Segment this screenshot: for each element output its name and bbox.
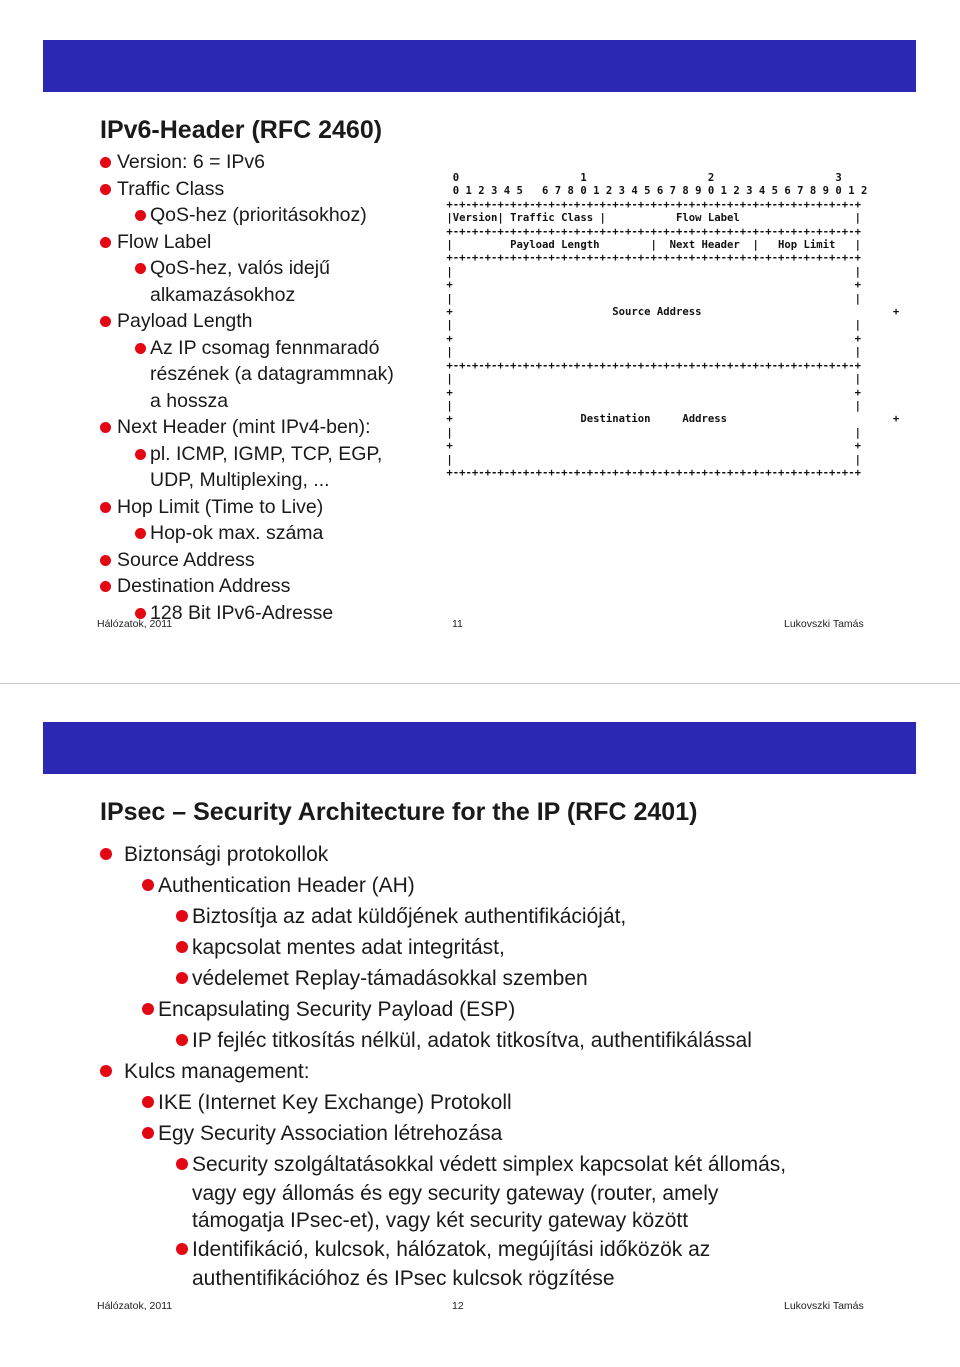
diagram-line: +-+-+-+-+-+-+-+-+-+-+-+-+-+-+-+-+-+-+-+-+-+-+-+-+-+-+-+-+-+-+-+-+ — [440, 198, 861, 211]
diagram-line: | | — [440, 292, 861, 305]
bullet-item — [100, 361, 394, 388]
bullet-item — [100, 573, 394, 600]
diagram-line: |Version| Traffic Class | Flow Label | — [440, 212, 861, 225]
bullet-text: Kulcs management: — [124, 1060, 310, 1083]
bullet-text: Source Address — [117, 548, 255, 571]
diagram-line: + Source Address + — [440, 306, 900, 319]
diagram-line: +-+-+-+-+-+-+-+-+-+-+-+-+-+-+-+-+-+-+-+-+-+-+-+-+-+-+-+-+-+-+-+-+ — [440, 466, 861, 479]
slide1-header-bar — [43, 40, 916, 92]
bullet-item — [100, 335, 394, 362]
bullet-item — [100, 870, 786, 901]
diagram-line: + + — [440, 279, 861, 292]
bullet-dot-icon — [142, 879, 154, 891]
ipv6-header-diagram — [440, 172, 899, 480]
bullet-text: Biztonsági protokollok — [124, 843, 329, 866]
bullet-dot-icon — [176, 1243, 188, 1255]
bullet-item — [100, 308, 394, 335]
bullet-item — [100, 255, 394, 282]
slide-divider — [0, 683, 960, 684]
bullet-text: IP fejléc titkosítás nélkül, adatok titkosítva, authentifikálással — [192, 1029, 752, 1052]
diagram-line: | | — [440, 319, 861, 332]
slide1-footer-right: Lukovszki Tamás — [784, 618, 864, 630]
bullet-item — [100, 1118, 786, 1149]
slide2-header-bar — [43, 722, 916, 774]
bullet-dot-icon — [100, 848, 112, 860]
slide1-footer-left: Hálózatok, 2011 — [97, 618, 173, 630]
bullet-item — [100, 388, 394, 415]
bullet-text: alkamazásokhoz — [150, 283, 296, 306]
bullet-text: Next Header (mint IPv4-ben): — [117, 416, 371, 438]
bullet-text: Authentication Header (AH) — [158, 874, 415, 897]
bullet-dot-icon — [100, 555, 111, 566]
bullet-text: Az IP csomag fennmaradó — [150, 336, 380, 359]
bullet-text: Version: 6 = IPv6 — [117, 151, 265, 173]
diagram-line: | | — [440, 265, 861, 278]
diagram-line: 0 1 2 3 — [440, 172, 842, 184]
bullet-item — [100, 1180, 786, 1207]
diagram-line: + + — [440, 332, 861, 345]
bullet-text: Security szolgáltatásokkal védett simplex kapcsolat két állomás, — [192, 1153, 787, 1176]
bullet-item — [100, 901, 786, 932]
slide2-footer-left: Hálózatok, 2011 — [97, 1300, 173, 1312]
slide2-title: IPsec – Security Architecture for the IP (RFC 2401) — [100, 798, 698, 826]
bullet-item — [100, 441, 394, 468]
bullet-text: támogatja IPsec-et), vagy két security gateway között — [192, 1209, 689, 1232]
bullet-dot-icon — [176, 910, 188, 922]
diagram-line: | Payload Length | Next Header | Hop Limit | — [440, 239, 861, 252]
bullet-item — [100, 963, 786, 994]
bullet-item — [100, 1025, 786, 1056]
bullet-text: pl. ICMP, IGMP, TCP, EGP, — [150, 442, 383, 465]
bullet-item — [100, 839, 786, 870]
bullet-text: a hossza — [150, 389, 229, 412]
bullet-item — [100, 229, 394, 256]
bullet-text: Hop-ok max. száma — [150, 522, 324, 544]
diagram-line: +-+-+-+-+-+-+-+-+-+-+-+-+-+-+-+-+-+-+-+-+-+-+-+-+-+-+-+-+-+-+-+-+ — [440, 252, 861, 265]
diagram-line: +-+-+-+-+-+-+-+-+-+-+-+-+-+-+-+-+-+-+-+-+-+-+-+-+-+-+-+-+-+-+-+-+ — [440, 359, 861, 372]
diagram-line: + + — [440, 440, 861, 453]
bullet-dot-icon — [100, 581, 111, 592]
bullet-dot-icon — [176, 972, 188, 984]
bullet-item — [100, 1234, 786, 1265]
bullet-text: UDP, Multiplexing, ... — [150, 469, 330, 491]
bullet-item — [100, 1207, 786, 1234]
bullet-item — [100, 932, 786, 963]
diagram-line: | | — [440, 453, 861, 466]
slide2-bullet-list — [100, 839, 786, 1292]
bullet-item — [100, 994, 786, 1025]
diagram-line: +-+-+-+-+-+-+-+-+-+-+-+-+-+-+-+-+-+-+-+-+-+-+-+-+-+-+-+-+-+-+-+-+ — [440, 225, 861, 238]
slide2-footer-right: Lukovszki Tamás — [784, 1300, 864, 1312]
bullet-item — [100, 520, 394, 547]
bullet-dot-icon — [142, 1003, 154, 1015]
bullet-item — [100, 1149, 786, 1180]
bullet-dot-icon — [100, 184, 111, 195]
slide1-bullet-list — [100, 149, 394, 626]
diagram-line: | | — [440, 373, 861, 386]
bullet-text: Payload Length — [117, 310, 253, 332]
bullet-item — [100, 282, 394, 309]
bullet-dot-icon — [135, 449, 146, 460]
bullet-text: QoS-hez, valós idejű — [150, 257, 330, 279]
bullet-dot-icon — [135, 343, 146, 354]
bullet-text: részének (a datagrammnak) — [150, 363, 394, 385]
bullet-text: kapcsolat mentes adat integritást, — [192, 936, 505, 959]
bullet-text: védelemet Replay-támadásokkal szemben — [192, 967, 588, 990]
bullet-text: Biztosítja az adat küldőjének authentifikációját, — [192, 905, 627, 928]
bullet-dot-icon — [100, 422, 111, 433]
bullet-text: Hop Limit (Time to Live) — [117, 495, 324, 518]
slide2-page-number: 12 — [452, 1300, 464, 1312]
bullet-text: QoS-hez (prioritásokhoz) — [150, 204, 367, 226]
bullet-text: vagy egy állomás és egy security gateway (router, amely — [192, 1182, 719, 1205]
bullet-dot-icon — [176, 1034, 188, 1046]
bullet-text: Flow Label — [117, 230, 212, 253]
bullet-dot-icon — [142, 1127, 154, 1139]
bullet-item — [100, 1087, 786, 1118]
bullet-item — [100, 176, 394, 203]
bullet-text: Destination Address — [117, 575, 291, 597]
bullet-item — [100, 202, 394, 229]
bullet-dot-icon — [176, 1158, 188, 1170]
bullet-dot-icon — [100, 157, 111, 168]
diagram-line: + Destination Address + — [440, 413, 900, 426]
bullet-dot-icon — [142, 1096, 154, 1108]
bullet-item — [100, 1056, 786, 1087]
bullet-text: Encapsulating Security Payload (ESP) — [158, 998, 516, 1021]
bullet-item — [100, 414, 394, 441]
bullet-item — [100, 149, 394, 176]
slide1-title: IPv6-Header (RFC 2460) — [100, 116, 383, 144]
bullet-dot-icon — [100, 1065, 112, 1077]
bullet-item — [100, 1265, 786, 1292]
diagram-line: | | — [440, 426, 861, 439]
bullet-dot-icon — [135, 210, 146, 221]
diagram-line: + + — [440, 386, 861, 399]
bullet-dot-icon — [135, 263, 146, 274]
bullet-text: Egy Security Association létrehozása — [158, 1122, 503, 1145]
bullet-dot-icon — [135, 528, 146, 539]
bullet-dot-icon — [135, 608, 146, 619]
bullet-text: Traffic Class — [117, 177, 225, 200]
bullet-dot-icon — [100, 502, 111, 513]
diagram-line: | | — [440, 399, 861, 412]
bullet-dot-icon — [100, 237, 111, 248]
bullet-dot-icon — [100, 316, 111, 327]
bullet-item — [100, 494, 394, 521]
bullet-text: IKE (Internet Key Exchange) Protokoll — [158, 1091, 512, 1114]
slide1-page-number: 11 — [452, 618, 463, 630]
bullet-text: 128 Bit IPv6-Adresse — [150, 601, 334, 624]
diagram-line: 0 1 2 3 4 5 6 7 8 0 1 2 3 4 5 6 7 8 9 0 1 2 3 4 5 6 7 8 9 0 1 2 — [440, 185, 868, 198]
bullet-dot-icon — [176, 941, 188, 953]
diagram-line: | | — [440, 346, 861, 359]
bullet-item — [100, 547, 394, 574]
bullet-item — [100, 467, 394, 494]
bullet-text: authentifikációhoz és IPsec kulcsok rögzítése — [192, 1267, 615, 1290]
bullet-text: Identifikáció, kulcsok, hálózatok, megújítási időközök az — [192, 1238, 711, 1261]
